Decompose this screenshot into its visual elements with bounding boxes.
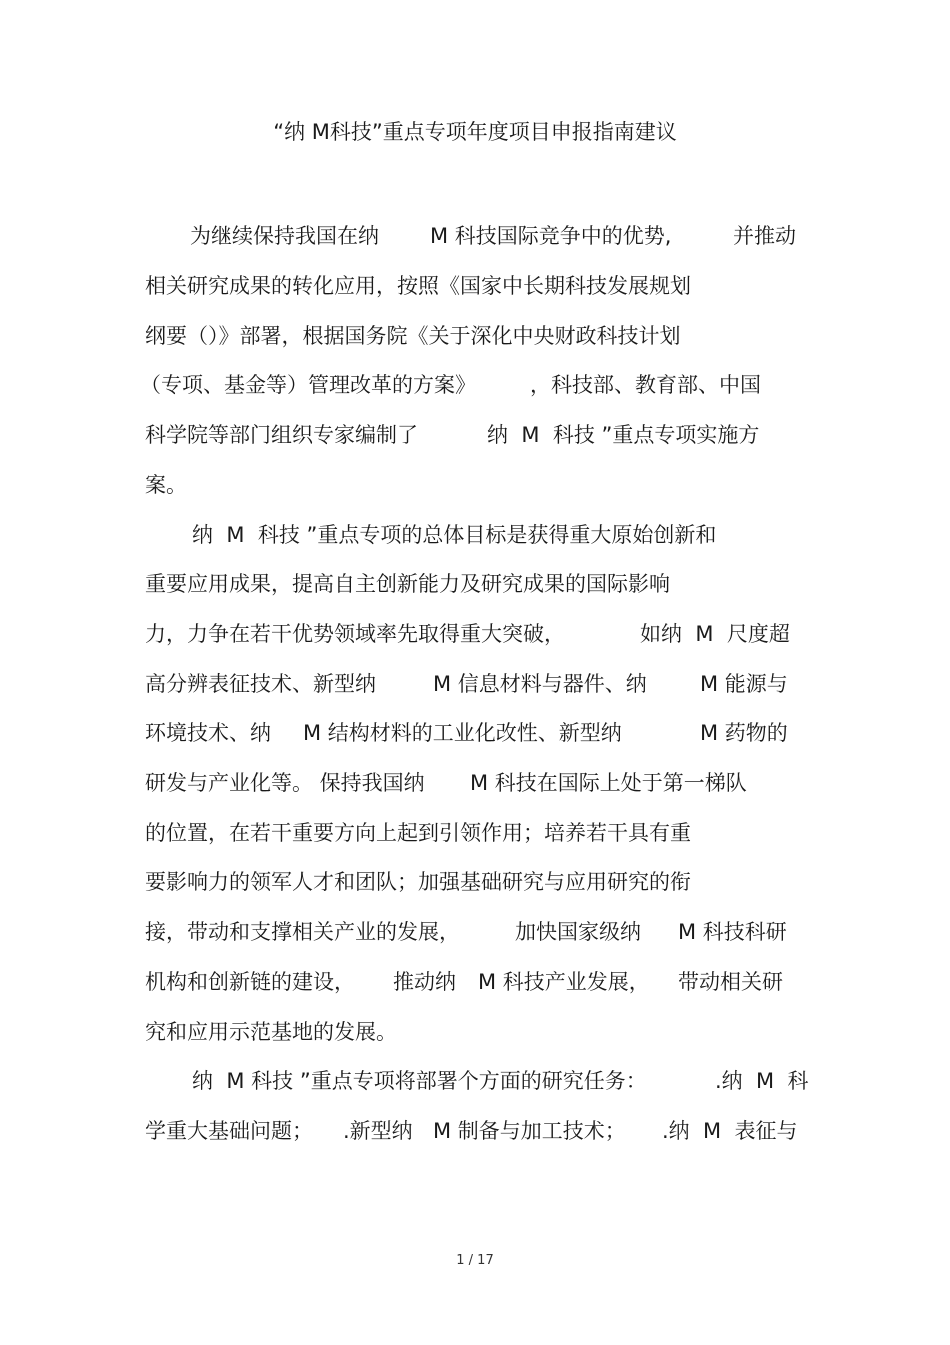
text-segment: M 制备与加工技术；	[433, 1119, 626, 1143]
text-segment: 究和应用示范基地的发展。	[145, 1020, 397, 1044]
text-segment: 如纳 M 尺度超	[640, 622, 790, 646]
text-segment: 机构和创新链的建设，	[145, 970, 355, 994]
text-segment: 要影响力的领军人才和团队；加强基础研究与应用研究的衔	[145, 870, 691, 894]
text-segment: 案。	[145, 473, 187, 497]
text-segment: 并推动	[733, 224, 796, 248]
document-title: “纳 M科技”重点专项年度项目申报指南建议	[273, 120, 677, 144]
text-segment: 加快国家级纳	[515, 920, 641, 944]
text-segment: 重要应用成果，提高自主创新能力及研究成果的国际影响	[145, 572, 670, 596]
text-segment: 推动纳	[393, 970, 456, 994]
text-segment: ，科技部、教育部、中国	[530, 373, 761, 397]
text-line	[0, 1115, 950, 1307]
text-segment: M 科技产业发展，	[478, 970, 650, 994]
text-segment: 纳 M 科技 ”重点专项实施方	[487, 423, 760, 447]
text-segment: 纳 M 科技 ”重点专项将部署个方面的研究任务：	[192, 1069, 647, 1093]
text-segment: M 科技科研	[678, 920, 787, 944]
text-segment: 纳 M 科技 ”重点专项的总体目标是获得重大原始创新和	[192, 523, 717, 547]
text-segment: 高分辨表征技术、新型纳	[145, 672, 376, 696]
text-segment: M 药物的	[700, 721, 788, 745]
text-segment: 科学院等部门组织专家编制了	[145, 423, 418, 447]
text-segment: 为继续保持我国在纳	[190, 224, 379, 248]
text-segment: M 结构材料的工业化改性、新型纳	[303, 721, 622, 745]
text-segment: 相关研究成果的转化应用，按照《国家中长期科技发展规划	[145, 274, 691, 298]
text-segment: 环境技术、纳	[145, 721, 271, 745]
text-segment: 学重大基础问题；	[145, 1119, 313, 1143]
text-segment: .新型纳	[343, 1119, 413, 1143]
text-segment: .纳 M 表征与	[662, 1119, 798, 1143]
text-segment: 的位置，在若干重要方向上起到引领作用；培养若干具有重	[145, 821, 691, 845]
text-segment: M 科技国际竞争中的优势,	[430, 224, 672, 248]
page-number: 1 / 17	[456, 1253, 494, 1268]
text-segment: 纲要（）》部署，根据国务院《关于深化中央财政科技计划	[145, 324, 681, 348]
text-segment: M 科技在国际上处于第一梯队	[470, 771, 747, 795]
text-segment: 带动相关研	[678, 970, 783, 994]
text-segment: （专项、基金等）管理改革的方案》	[140, 373, 476, 397]
text-segment: .纳 M 科	[715, 1069, 809, 1093]
text-segment: M 信息材料与器件、纳	[433, 672, 647, 696]
text-segment: 接，带动和支撑相关产业的发展，	[145, 920, 460, 944]
text-segment: 研发与产业化等。 保持我国纳	[145, 771, 425, 795]
text-segment: M 能源与	[700, 672, 788, 696]
text-segment: 力，力争在若干优势领域率先取得重大突破，	[145, 622, 565, 646]
